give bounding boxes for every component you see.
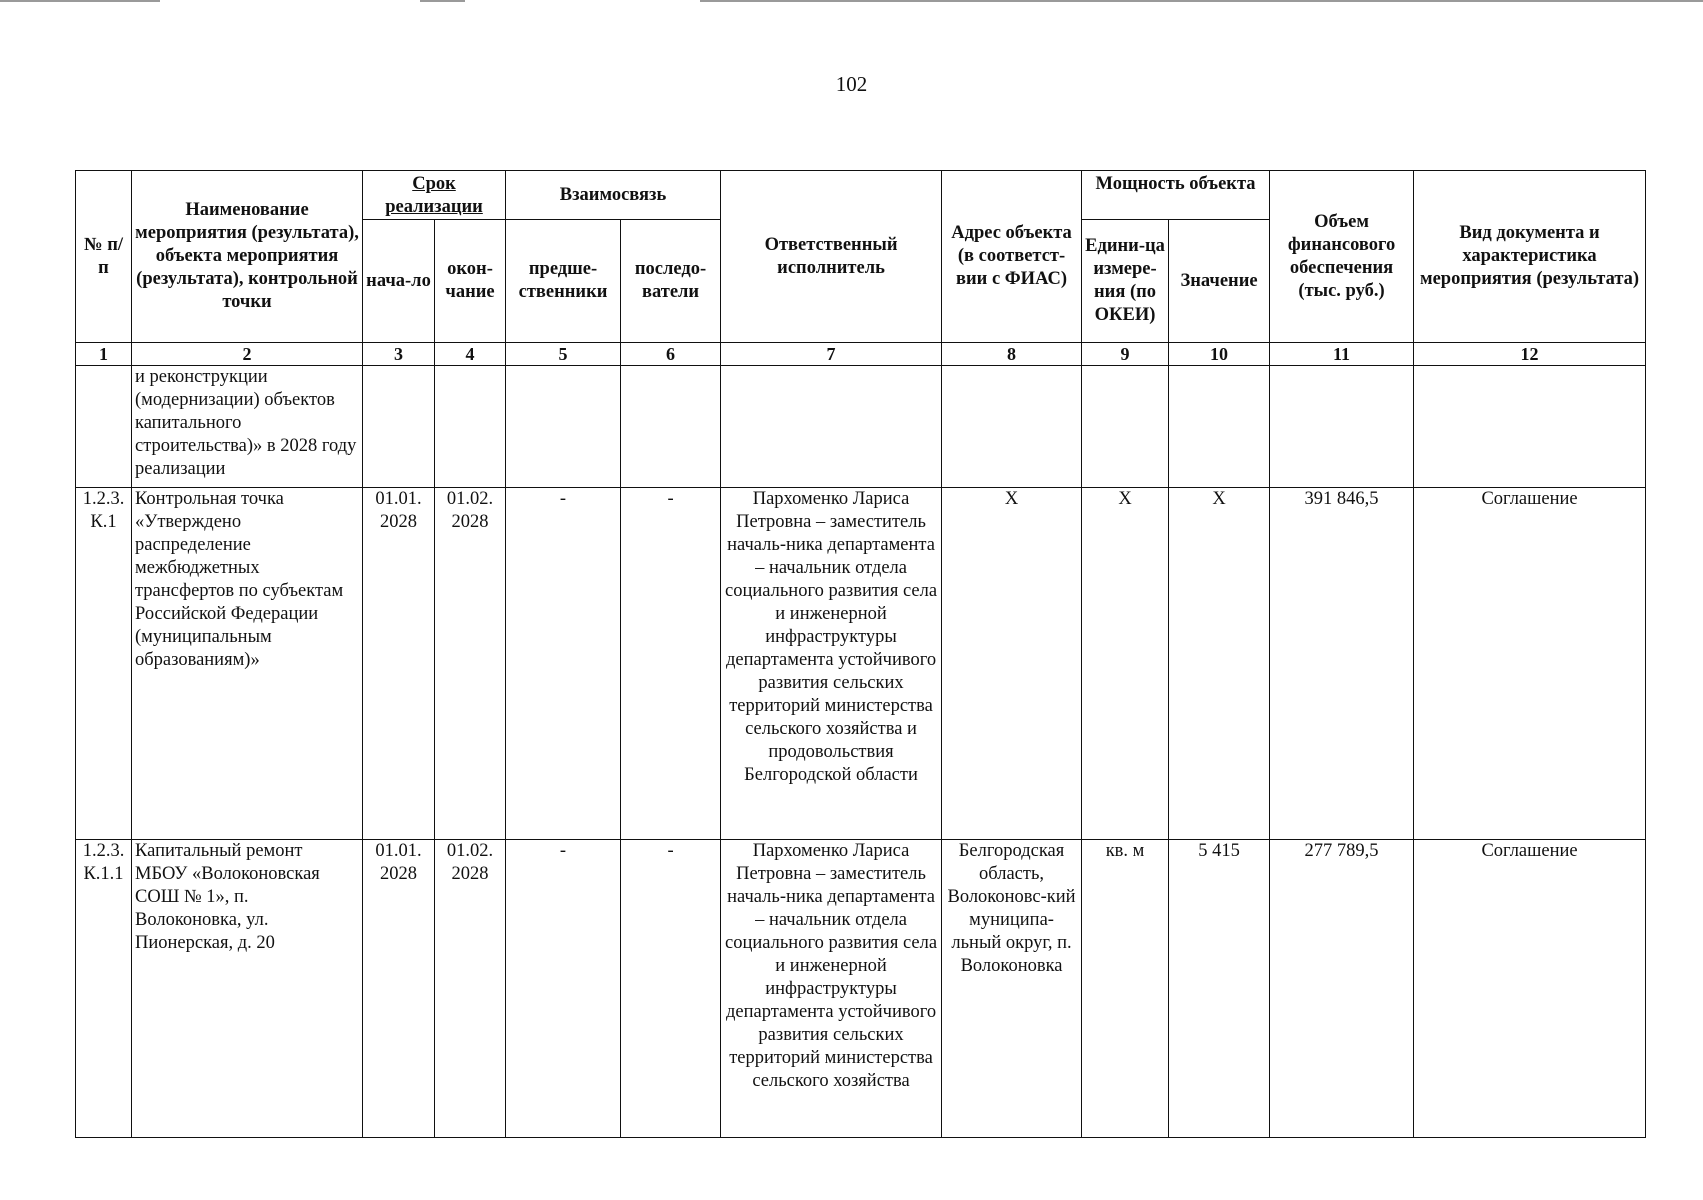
row-successors xyxy=(621,366,721,488)
row-responsible: Пархоменко Лариса Петровна – заместитель началь-ника департамента – начальник отдела социального развития села и инженерной инфраструктуры департамента устойчивого развития сельских территорий министерства сельского хозяйства xyxy=(721,840,942,1138)
row-address: Х xyxy=(942,488,1082,840)
row-document: Соглашение xyxy=(1414,488,1646,840)
row-predecessors: - xyxy=(506,488,621,840)
column-number: 9 xyxy=(1082,343,1169,366)
header-relation: Взаимосвязь xyxy=(506,171,721,220)
header-document: Вид документа и характеристика мероприятия (результата) xyxy=(1414,171,1646,343)
row-finance xyxy=(1270,366,1414,488)
column-number: 7 xyxy=(721,343,942,366)
row-start: 01.01. 2028 xyxy=(363,840,435,1138)
row-responsible xyxy=(721,366,942,488)
header-capacity: Мощность объекта xyxy=(1082,171,1270,220)
column-number: 3 xyxy=(363,343,435,366)
row-end xyxy=(435,366,506,488)
header-number: № п/п xyxy=(76,171,132,343)
header-successors: последо-ватели xyxy=(621,220,721,343)
row-value: 5 415 xyxy=(1169,840,1270,1138)
row-number: 1.2.3. К.1.1 xyxy=(76,840,132,1138)
row-responsible: Пархоменко Лариса Петровна – заместитель началь-ника департамента – начальник отдела социального развития села и инженерной инфраструктуры департамента устойчивого развития сельских территорий министерства сельского хозяйства и продовольствия Белгородской области xyxy=(721,488,942,840)
row-start: 01.01. 2028 xyxy=(363,488,435,840)
column-number: 4 xyxy=(435,343,506,366)
row-start xyxy=(363,366,435,488)
row-document: Соглашение xyxy=(1414,840,1646,1138)
row-finance: 391 846,5 xyxy=(1270,488,1414,840)
row-unit: кв. м xyxy=(1082,840,1169,1138)
header-finance: Объем финансового обеспечения (тыс. руб.) xyxy=(1270,171,1414,343)
header-responsible: Ответственный исполнитель xyxy=(721,171,942,343)
column-number: 12 xyxy=(1414,343,1646,366)
row-predecessors: - xyxy=(506,840,621,1138)
header-unit: Едини-ца измере-ния (по ОКЕИ) xyxy=(1082,220,1169,343)
table-row xyxy=(76,840,1646,1138)
row-document xyxy=(1414,366,1646,488)
header-address: Адрес объекта (в соответст-вии с ФИАС) xyxy=(942,171,1082,343)
row-end: 01.02. 2028 xyxy=(435,488,506,840)
row-number xyxy=(76,366,132,488)
header-term: Срок реализации xyxy=(363,171,506,220)
row-name: Контрольная точка «Утверждено распределение межбюджетных трансфертов по субъектам Российской Федерации (муниципальным образованиям)» xyxy=(132,488,363,840)
top-edge-rule xyxy=(700,0,1703,2)
top-edge-rule xyxy=(0,0,160,2)
column-number: 8 xyxy=(942,343,1082,366)
column-number: 2 xyxy=(132,343,363,366)
header-start: нача-ло xyxy=(363,220,435,343)
row-predecessors xyxy=(506,366,621,488)
header-end: окон-чание xyxy=(435,220,506,343)
header-value: Значение xyxy=(1169,220,1270,343)
top-edge-rule xyxy=(420,0,465,2)
column-number: 11 xyxy=(1270,343,1414,366)
row-value xyxy=(1169,366,1270,488)
row-finance: 277 789,5 xyxy=(1270,840,1414,1138)
column-number: 5 xyxy=(506,343,621,366)
page-number: 102 xyxy=(835,72,868,96)
row-number: 1.2.3. К.1 xyxy=(76,488,132,840)
table-row xyxy=(76,366,1646,488)
column-number: 6 xyxy=(621,343,721,366)
table-row xyxy=(76,488,1646,840)
row-end: 01.02. 2028 xyxy=(435,840,506,1138)
row-name: и реконструкции (модернизации) объектов капитального строительства)» в 2028 году реализации xyxy=(132,366,363,488)
header-predecessors: предше-ственники xyxy=(506,220,621,343)
header-name: Наименование мероприятия (результата), объекта мероприятия (результата), контрольной точки xyxy=(132,171,363,343)
row-name: Капитальный ремонт МБОУ «Волоконовская СОШ № 1», п. Волоконовка, ул. Пионерская, д. 20 xyxy=(132,840,363,1138)
row-address xyxy=(942,366,1082,488)
row-unit: Х xyxy=(1082,488,1169,840)
row-unit xyxy=(1082,366,1169,488)
project-plan-table xyxy=(75,170,1646,1138)
column-number: 10 xyxy=(1169,343,1270,366)
row-successors: - xyxy=(621,840,721,1138)
row-successors: - xyxy=(621,488,721,840)
row-value: Х xyxy=(1169,488,1270,840)
row-address: Белгородская область, Волоконовс-кий муниципа-льный округ, п. Волоконовка xyxy=(942,840,1082,1138)
column-number: 1 xyxy=(76,343,132,366)
